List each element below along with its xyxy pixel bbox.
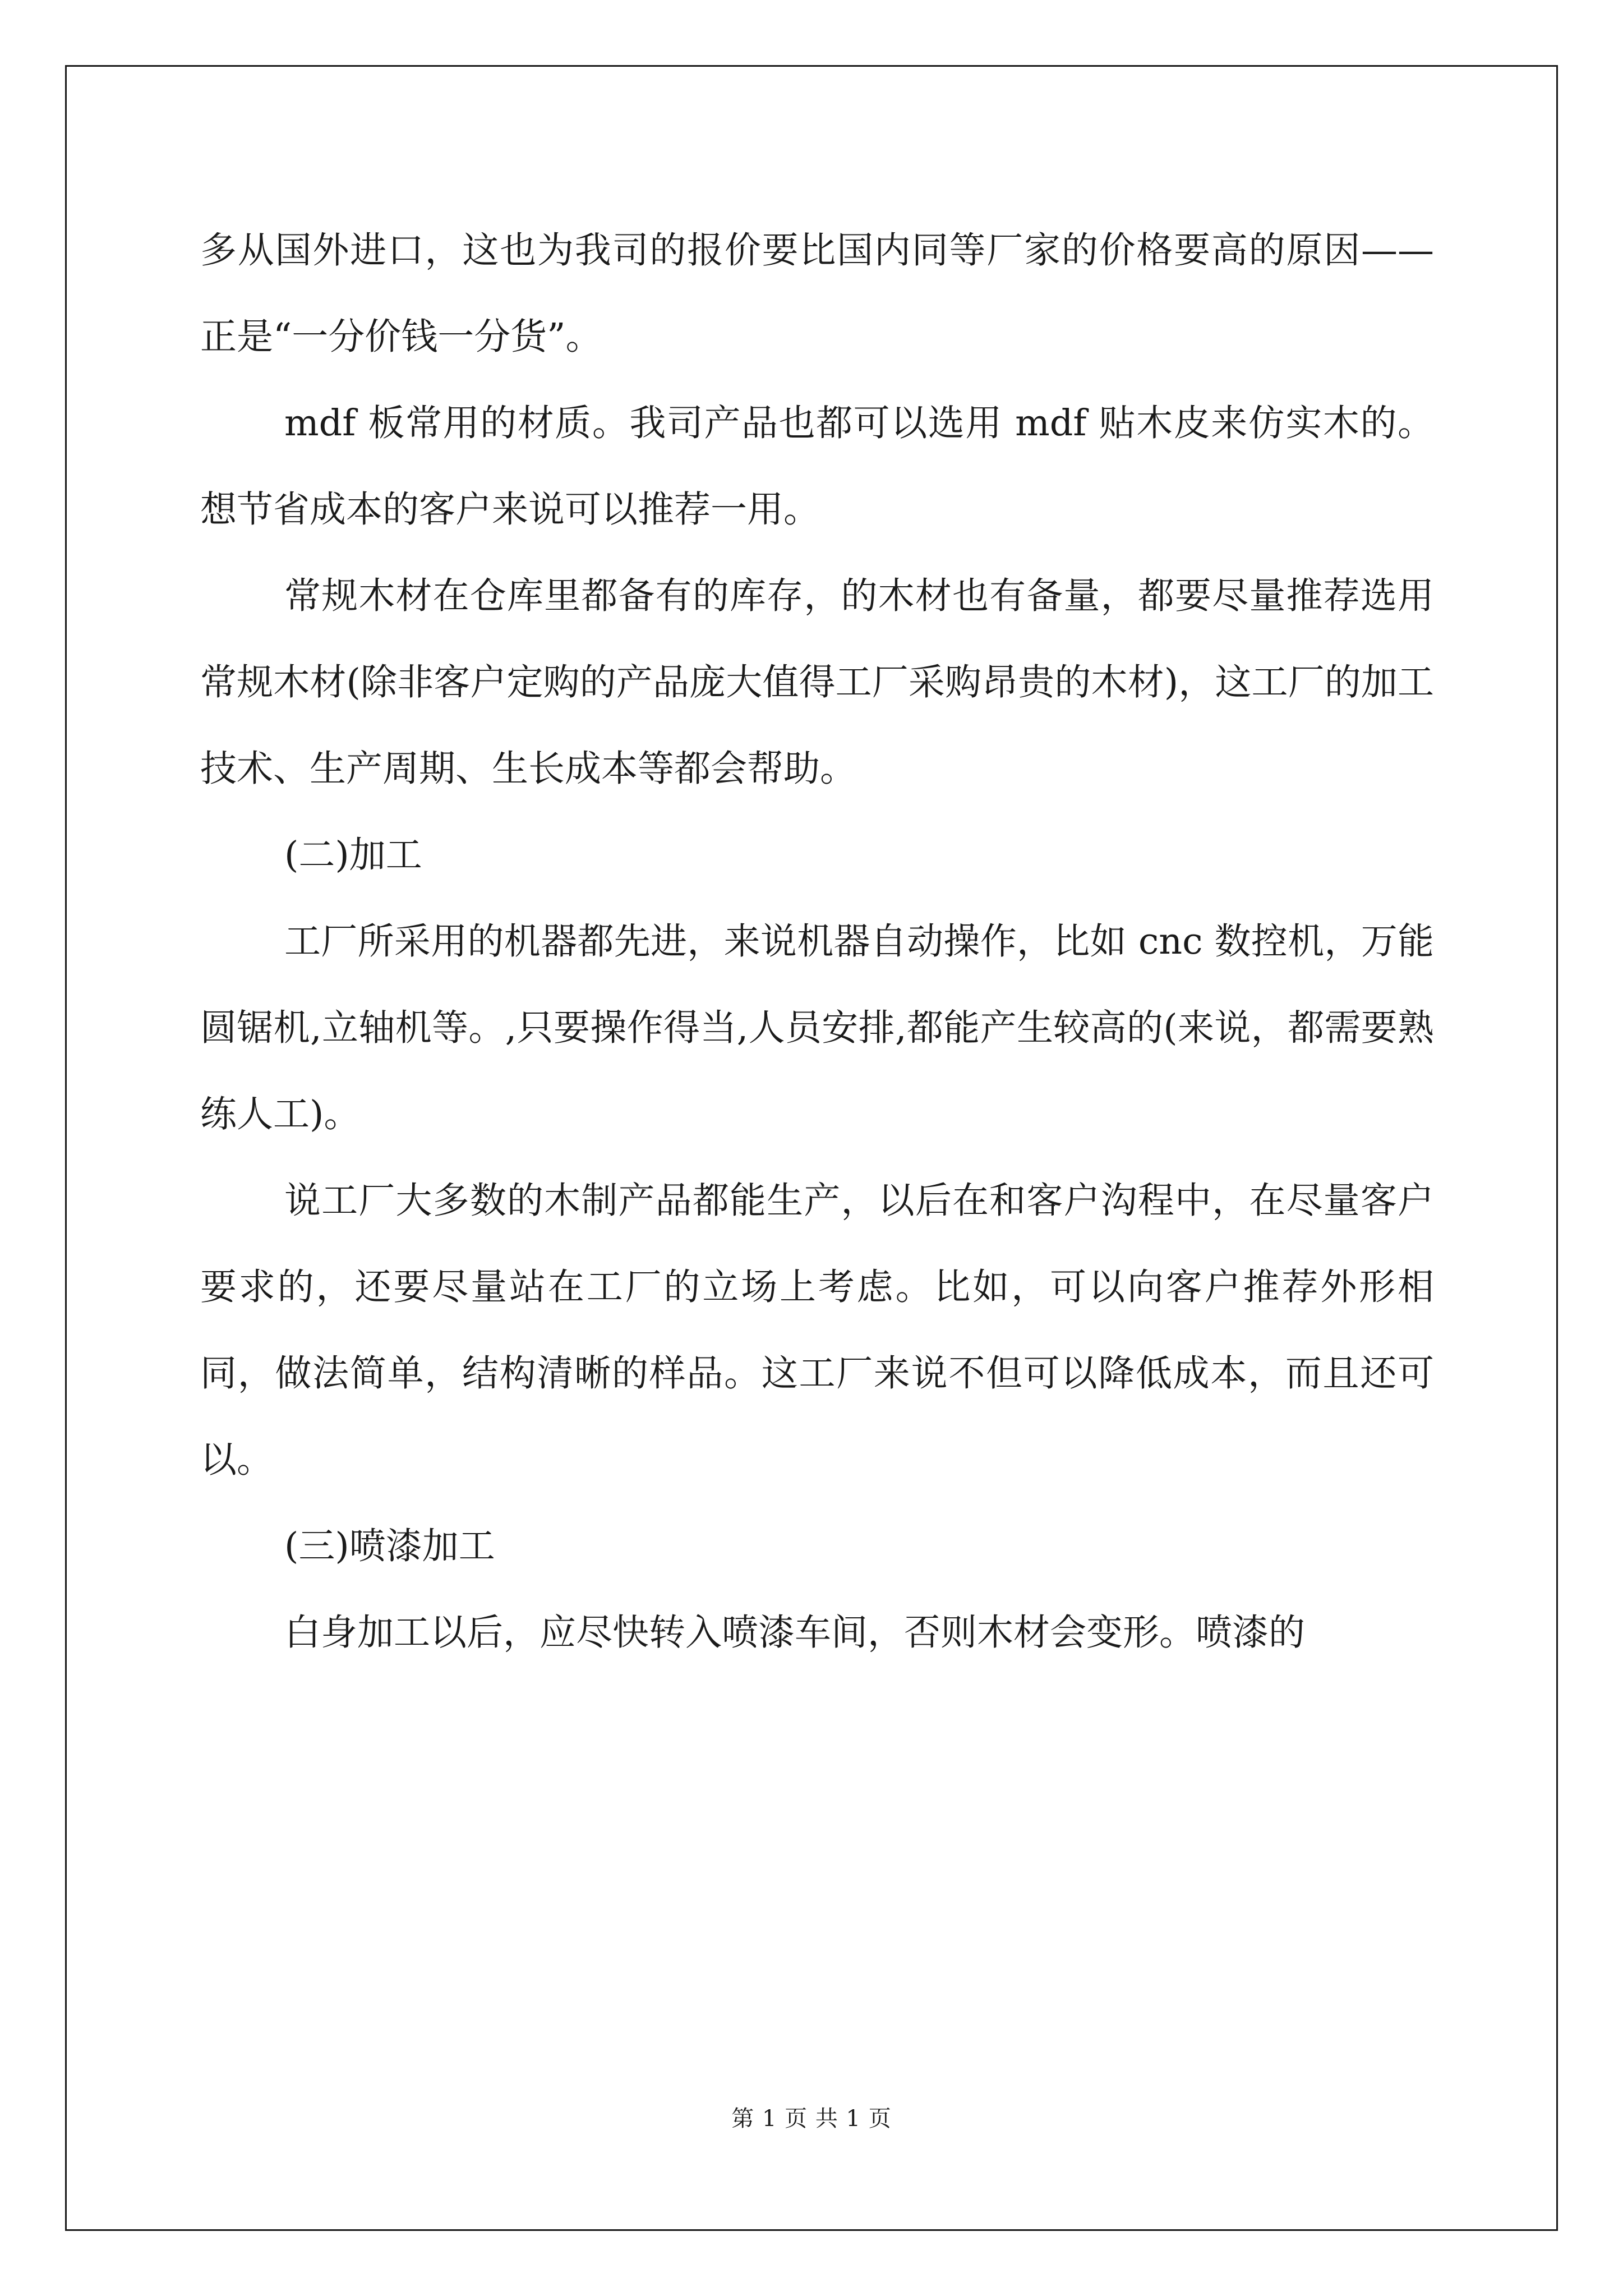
- paragraph-2: mdf 板常用的材质。我司产品也都可以选用 mdf 贴木皮来仿实木的。想节省成本的客户来说可以推荐一用。: [200, 402, 1434, 531]
- paragraph-6: 白身加工以后，应尽快转入喷漆车间，否则木材会变形。喷漆的: [284, 1612, 1306, 1654]
- document-body: [200, 208, 1434, 1676]
- paragraph-5: 说工厂大多数的木制产品都能生产，以后在和客户沟程中，在尽量客户要求的，还要尽量站在工厂的立场上考虑。比如，可以向客户推荐外形相同，做法简单，结构清晰的样品。这工厂来说不但可以降低成本，而且还可以。: [200, 1180, 1434, 1481]
- page-number-footer: 第 1 页 共 1 页: [731, 2106, 892, 2132]
- paragraph-3: 常规木材在仓库里都备有的库存，的木材也有备量，都要尽量推荐选用常规木材(除非客户定购的产品庞大值得工厂采购昂贵的木材)，这工厂的加工技术、生产周期、生长成本等都会帮助。: [200, 575, 1434, 790]
- paragraph-4: 工厂所采用的机器都先进，来说机器自动操作，比如 cnc 数控机，万能圆锯机,立轴机等。,只要操作得当,人员安排,都能产生较高的(来说，都需要熟练人工)。: [200, 921, 1434, 1135]
- section-heading-painting: (三)喷漆加工: [284, 1525, 495, 1567]
- section-heading-processing: (二)加工: [284, 834, 422, 876]
- paragraph-1: 多从国外进口，这也为我司的报价要比国内同等厂家的价格要高的原因——正是“一分价钱一分货”。: [200, 229, 1434, 358]
